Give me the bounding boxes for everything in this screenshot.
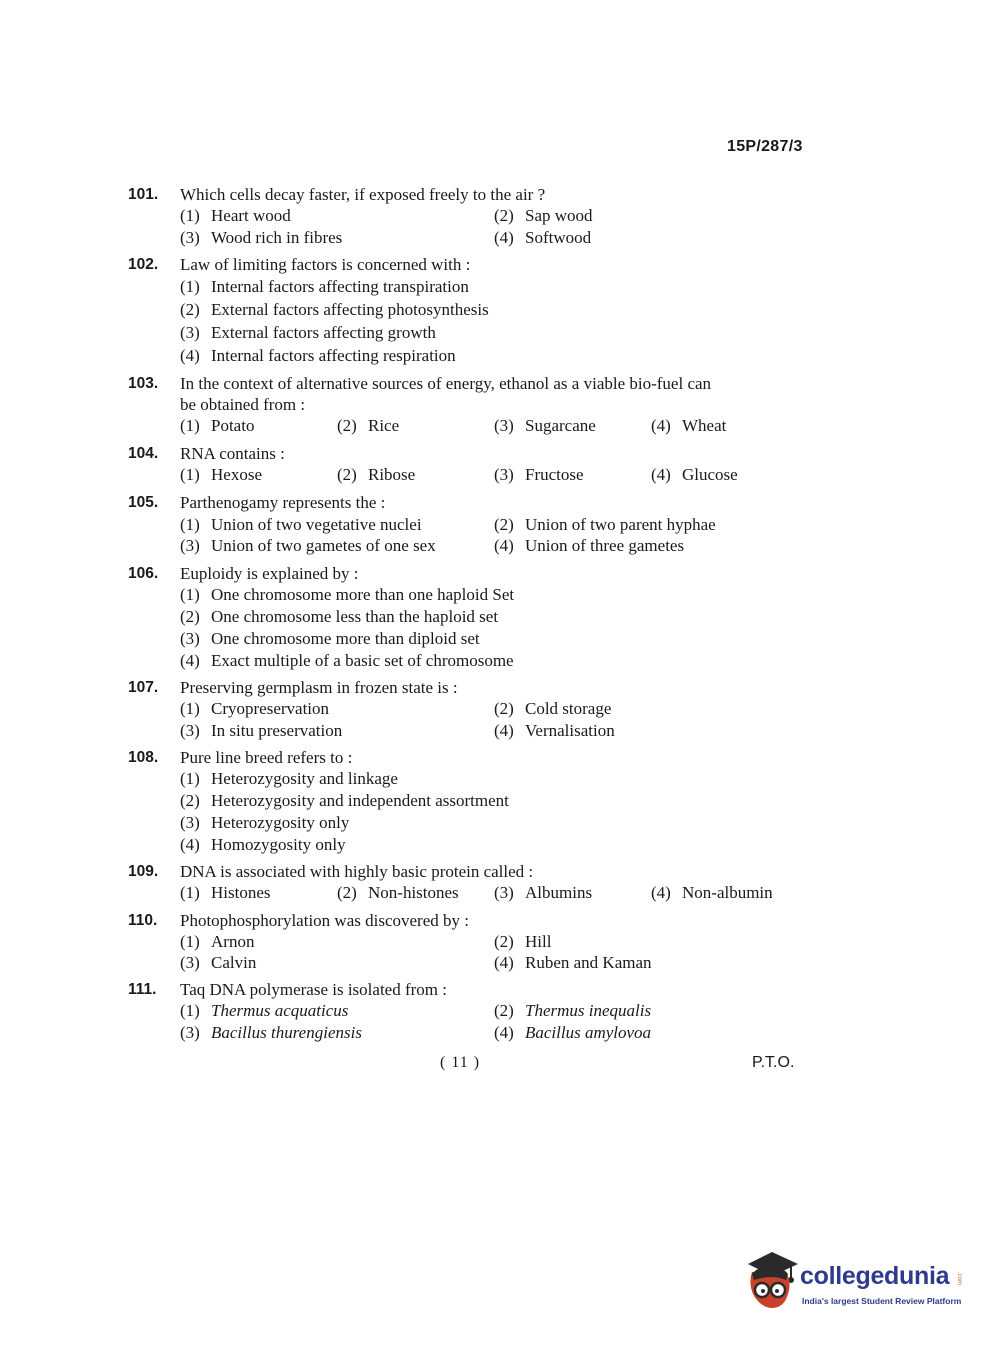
option-1: (1) Cryopreservation xyxy=(180,699,330,718)
paper-code: 15P/287/3 xyxy=(727,138,803,155)
option-4: (4) Wheat xyxy=(651,416,727,435)
option-4: (4) Exact multiple of a basic set of chromosome xyxy=(180,651,514,670)
option-3: (3) Union of two gametes of one sex xyxy=(180,536,436,555)
question-number: 107. xyxy=(128,679,159,696)
option-4: (4) Vernalisation xyxy=(494,721,615,740)
option-1: (1) Internal factors affecting transpiration xyxy=(180,277,469,296)
option-3: (3) In situ preservation xyxy=(180,721,343,740)
option-4: (4) Non-albumin xyxy=(651,883,773,902)
option-2: (2) Heterozygosity and independent assortment xyxy=(180,791,509,810)
question-text: Law of limiting factors is concerned with : xyxy=(180,255,471,274)
option-4: (4) Homozygosity only xyxy=(180,835,346,854)
option-2: (2) External factors affecting photosynthesis xyxy=(180,300,489,319)
option-2: (2) Sap wood xyxy=(494,206,593,225)
question-text: In the context of alternative sources of energy, ethanol as a viable bio-fuel can xyxy=(180,374,712,393)
question-number: 101. xyxy=(128,186,159,203)
option-3: (3) Albumins xyxy=(494,883,593,902)
option-4: (4) Softwood xyxy=(494,228,592,247)
option-1: (1) Heterozygosity and linkage xyxy=(180,769,398,788)
option-3: (3) Fructose xyxy=(494,465,584,484)
question-number: 103. xyxy=(128,375,159,392)
option-2: (2) Thermus inequalis xyxy=(494,1001,652,1020)
question-text: Parthenogamy represents the : xyxy=(180,493,386,512)
option-4: (4) Internal factors affecting respiration xyxy=(180,346,456,365)
option-3: (3) Wood rich in fibres xyxy=(180,228,343,247)
option-1: (1) One chromosome more than one haploid Set xyxy=(180,585,515,604)
option-1: (1) Arnon xyxy=(180,932,255,951)
option-2: (2) One chromosome less than the haploid set xyxy=(180,607,499,626)
option-3: (3) External factors affecting growth xyxy=(180,323,436,342)
question-text: Pure line breed refers to : xyxy=(180,748,353,767)
question-text: Euploidy is explained by : xyxy=(180,564,359,583)
question-number: 104. xyxy=(128,445,159,462)
question-number: 111. xyxy=(128,981,157,998)
option-1: (1) Heart wood xyxy=(180,206,291,225)
logo-domain: .com xyxy=(956,1272,962,1286)
option-2: (2) Hill xyxy=(494,932,552,951)
option-4: (4) Glucose xyxy=(651,465,738,484)
question-text: Taq DNA polymerase is isolated from : xyxy=(180,980,447,999)
option-2: (2) Ribose xyxy=(337,465,416,484)
option-2: (2) Rice xyxy=(337,416,400,435)
option-3: (3) One chromosome more than diploid set xyxy=(180,629,480,648)
question-text: Which cells decay faster, if exposed freely to the air ? xyxy=(180,185,546,204)
option-3: (3) Sugarcane xyxy=(494,416,596,435)
option-4: (4) Ruben and Kaman xyxy=(494,953,652,972)
question-text: RNA contains : xyxy=(180,444,285,463)
option-4: (4) Union of three gametes xyxy=(494,536,685,555)
option-3: (3) Heterozygosity only xyxy=(180,813,350,832)
question-text: DNA is associated with highly basic protein called : xyxy=(180,862,534,881)
question-text: Photophosphorylation was discovered by : xyxy=(180,911,469,930)
option-3: (3) Bacillus thurengiensis xyxy=(180,1023,362,1042)
option-1: (1) Potato xyxy=(180,416,255,435)
mascot-icon xyxy=(742,1250,800,1316)
option-4: (4) Bacillus amylovoa xyxy=(494,1023,652,1042)
option-2: (2) Union of two parent hyphae xyxy=(494,515,716,534)
question-number: 110. xyxy=(128,912,158,929)
logo-name: collegedunia xyxy=(800,1262,950,1290)
option-1: (1) Thermus acquaticus xyxy=(180,1001,349,1020)
option-1: (1) Hexose xyxy=(180,465,262,484)
question-number: 105. xyxy=(128,494,159,511)
question-number: 109. xyxy=(128,863,159,880)
collegedunia-logo xyxy=(742,1250,972,1320)
question-text: Preserving germplasm in frozen state is : xyxy=(180,678,458,697)
option-1: (1) Histones xyxy=(180,883,271,902)
option-3: (3) Calvin xyxy=(180,953,257,972)
question-number: 102. xyxy=(128,256,159,273)
option-2: (2) Cold storage xyxy=(494,699,612,718)
logo-tagline: India's largest Student Review Platform xyxy=(802,1296,962,1306)
option-2: (2) Non-histones xyxy=(337,883,459,902)
pto-label: P.T.O. xyxy=(752,1054,795,1071)
question-text-cont: be obtained from : xyxy=(180,395,306,414)
question-number: 106. xyxy=(128,565,159,582)
question-number: 108. xyxy=(128,749,159,766)
option-1: (1) Union of two vegetative nuclei xyxy=(180,515,422,534)
page-number: ( 11 ) xyxy=(440,1054,481,1071)
